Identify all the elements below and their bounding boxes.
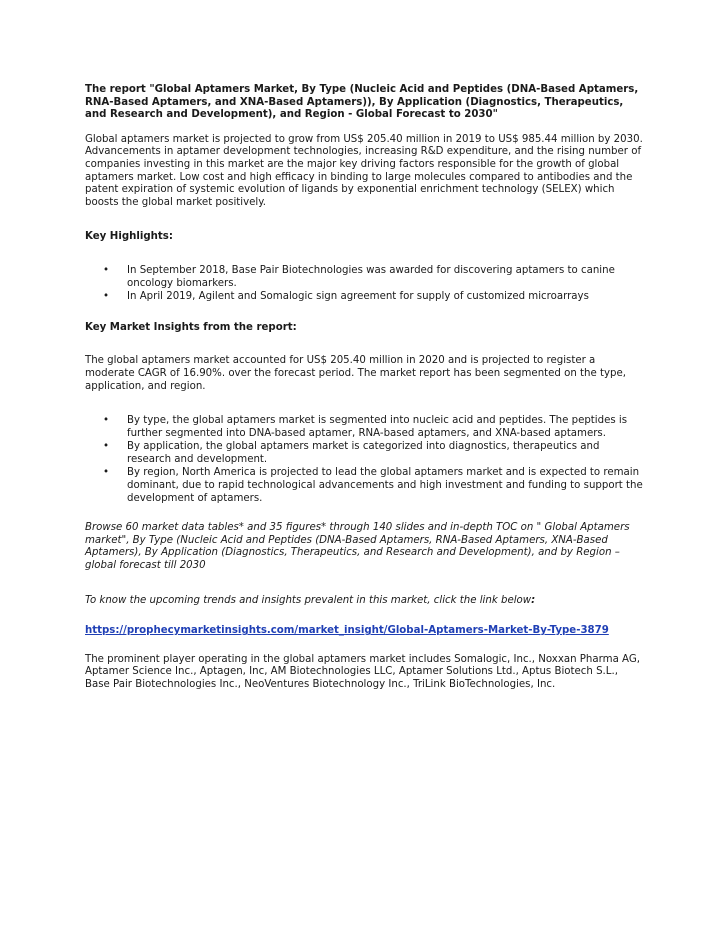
list-item — [85, 291, 645, 304]
bullet-icon: • — [103, 264, 110, 276]
list-item — [85, 415, 645, 440]
browse-paragraph: Browse 60 market data tables* and 35 figures* through 140 slides and in-depth TOC on " Global Aptamers market", By Type (Nucleic Acid and Peptides (DNA-Based Aptamers, RNA-Based Aptamers, XNA-Based Aptamers), By Application (Diagnostics, Therapeutics, and Research and Development), and by Region – global forecast till 2030 — [85, 522, 630, 572]
trends-text: To know the upcoming trends and insights prevalent in this market, click the link below — [85, 594, 532, 606]
intro-paragraph: Global aptamers market is projected to grow from US$ 205.40 million in 2019 to US$ 985.44 million by 2030. Advancements in aptamer development technologies, increasing R&D expenditure, and the rising number of companies investing in this market are the major key driving factors responsible for the growth of global aptamers market. Low cost and high efficacy in binding to large molecules compared to antibodies and the patent expiration of systemic evolution of ligands by exponential enrichment technology (SELEX) which boosts the global market positively. — [85, 133, 643, 208]
key-highlights-heading: Key Highlights: — [85, 231, 173, 243]
list-item — [85, 265, 645, 290]
list-item — [85, 441, 645, 466]
bullet-icon: • — [103, 291, 110, 303]
list-item-text: In April 2019, Agilent and Somalogic sign agreement for supply of customized microarrays — [127, 291, 589, 303]
bullet-icon: • — [103, 467, 110, 479]
list-item-text: By type, the global aptamers market is segmented into nucleic acid and peptides. The peptides is further segmented into DNA-based aptamer, RNA-based aptamers, and XNA-based aptamers. — [127, 415, 628, 439]
bullet-icon: • — [103, 415, 110, 427]
players-paragraph: The prominent player operating in the global aptamers market includes Somalogic, Inc., Noxxan Pharma AG, Aptamer Science Inc., Aptagen, Inc, AM Biotechnologies LLC, Aptamer Solutions Ltd., Aptus Biotech S.L., Base Pair Biotechnologies Inc., NeoVentures Biotechnology Inc., TriLink BioTechnologies, Inc. — [85, 653, 640, 690]
list-item-text: In September 2018, Base Pair Biotechnologies was awarded for discovering aptamers to canine oncology biomarkers. — [127, 264, 615, 289]
key-insights-heading: Key Market Insights from the report: — [85, 321, 297, 333]
trends-colon: : — [531, 594, 536, 606]
trends-paragraph — [85, 595, 645, 608]
insights-paragraph: The global aptamers market accounted for US$ 205.40 million in 2020 and is projected to register a moderate CAGR of 16.90%. over the forecast period. The market report has been segmented on the type, application, and region. — [85, 355, 627, 392]
bullet-icon: • — [103, 441, 110, 453]
report-link[interactable]: https://prophecymarketinsights.com/market_insight/Global-Aptamers-Market-By-Type-3879 — [85, 625, 609, 637]
insights-list — [85, 415, 645, 505]
highlights-list — [85, 265, 645, 304]
list-item — [85, 467, 645, 505]
report-title: The report "Global Aptamers Market, By Type (Nucleic Acid and Peptides (DNA-Based Aptamers, RNA-Based Aptamers, and XNA-Based Aptamers)), By Application (Diagnostics, Therapeutics, and Research and Development), and Region - Global Forecast to 2030" — [85, 84, 639, 121]
list-item-text: By region, North America is projected to lead the global aptamers market and is expected to remain dominant, due to rapid technological advancements and high investment and funding to support the development of aptamers. — [127, 467, 643, 504]
list-item-text: By application, the global aptamers market is categorized into diagnostics, therapeutics and research and development. — [127, 441, 600, 465]
document-page — [85, 84, 645, 692]
